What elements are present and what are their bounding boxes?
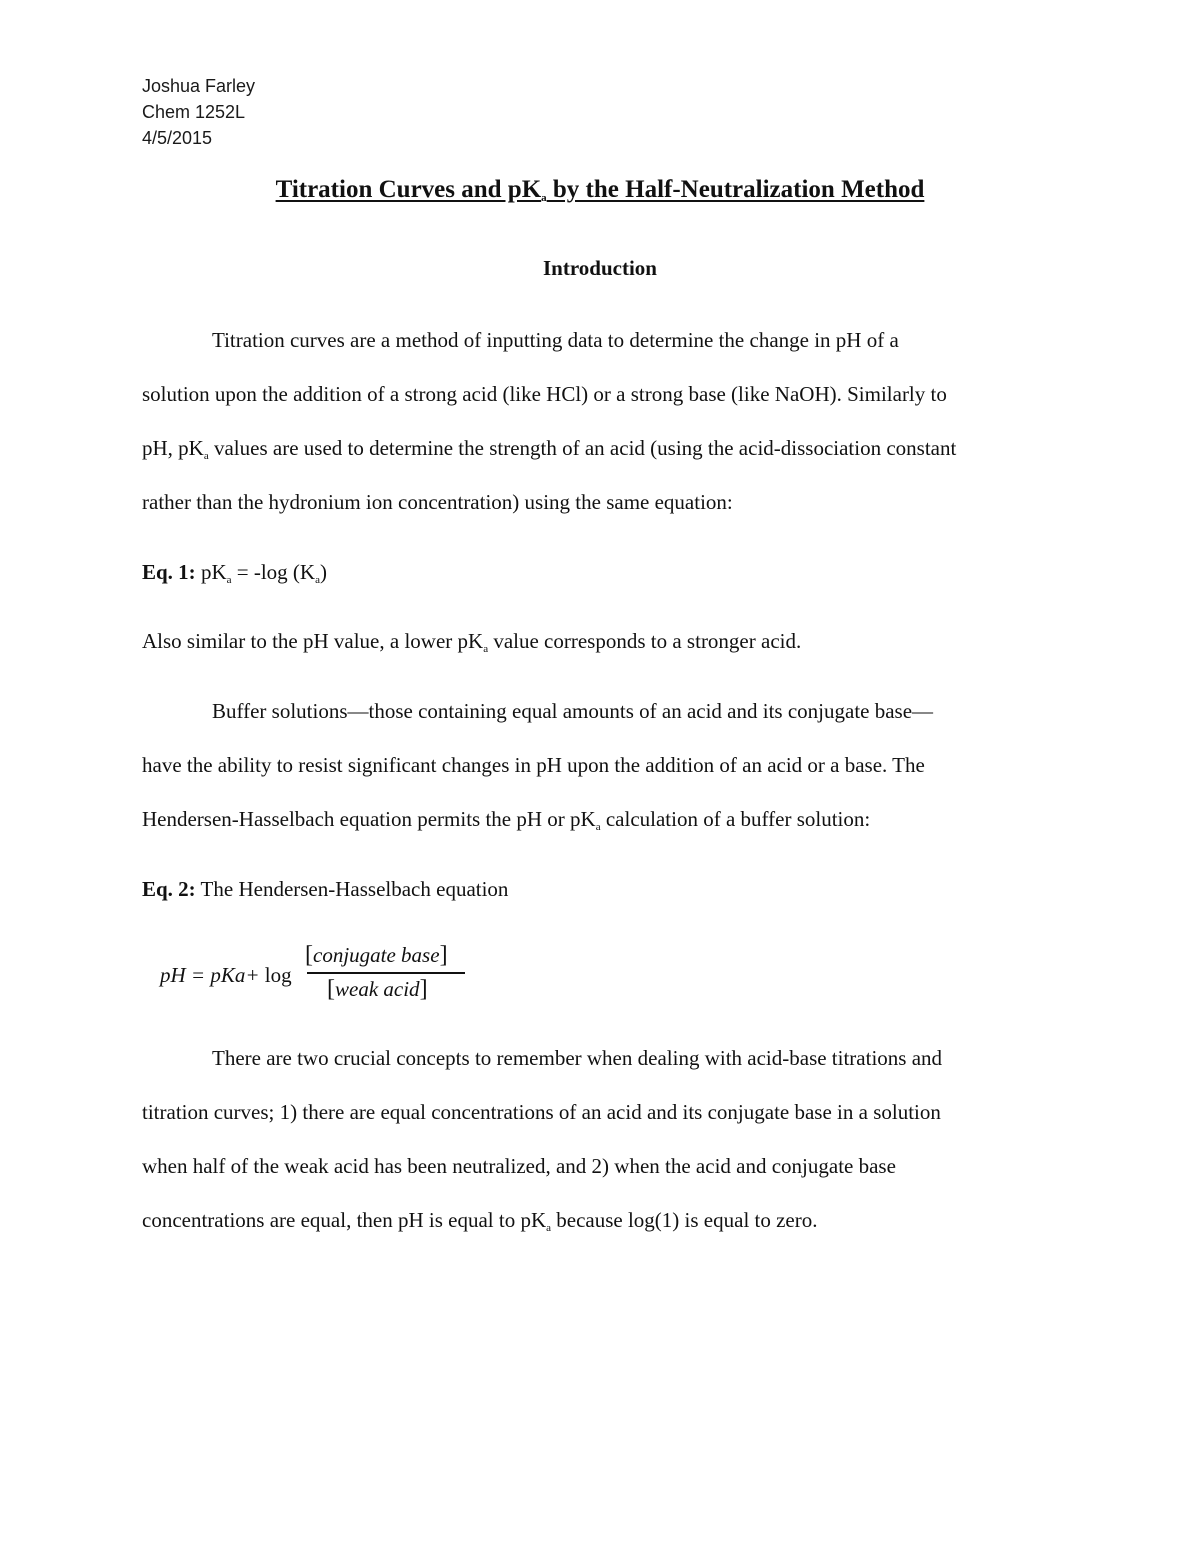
text-run: = -log (K [231, 560, 316, 584]
text-run: because log(1) is equal to zero. [551, 1208, 818, 1232]
bracket-close: ] [419, 976, 428, 1002]
para4-line2: titration curves; 1) there are equal concentrations of an acid and its conjugate base in a solution [142, 1100, 941, 1124]
title-subscript: a [541, 192, 547, 204]
para1-line3 [142, 436, 957, 462]
title-text-start: Titration Curves and pK [275, 176, 542, 203]
section-heading: Introduction [543, 256, 657, 280]
para1-line4: rather than the hydronium ion concentration) using the same equation: [142, 490, 733, 514]
para3-line2: have the ability to resist significant changes in pH upon the addition of an acid or a base. The [142, 753, 925, 777]
bracket-open: [ [305, 942, 313, 968]
title-text-end: by the Half-Neutralization Method [546, 176, 925, 203]
text-run: Also similar to the pH value, a lower pK [142, 629, 484, 653]
equation-1 [142, 560, 327, 586]
text-run: concentrations are equal, then pH is equal to pK [142, 1208, 547, 1232]
subscript: a [546, 1222, 552, 1234]
subscript: a [595, 821, 601, 833]
para3-line3 [142, 807, 871, 833]
para1-line1: Titration curves are a method of inputting data to determine the change in pH of a [212, 328, 899, 352]
numerator-text: conjugate base [313, 943, 440, 967]
text-run: The Hendersen-Hasselbach equation [195, 877, 509, 901]
bracket-open: [ [327, 976, 335, 1002]
formula-lhs [160, 963, 292, 988]
subscript: a [483, 643, 489, 655]
document-header [142, 73, 255, 151]
text-run: ) [319, 560, 327, 584]
formula-denominator [327, 976, 428, 1003]
equation-2 [142, 879, 508, 900]
fraction-bar [307, 972, 465, 974]
formula-text: pH = pKa+ [160, 963, 260, 987]
para4-line4 [142, 1208, 818, 1234]
text-run: value corresponds to a stronger acid. [488, 629, 802, 653]
formula-numerator [305, 942, 448, 969]
para2 [142, 629, 802, 655]
text-run: values are used to determine the strength of an acid (using the acid-dissociation constant [208, 436, 957, 460]
text-run: calculation of a buffer solution: [600, 807, 871, 831]
author-name: Joshua Farley [142, 76, 256, 96]
text-run: Hendersen-Hasselbach equation permits the pH or pK [142, 807, 596, 831]
subscript: a [226, 574, 232, 586]
equation-label: Eq. 2: [142, 877, 196, 901]
para4-line1: There are two crucial concepts to remember when dealing with acid-base titrations and [212, 1046, 943, 1070]
denominator-text: weak acid [335, 977, 420, 1001]
para4-line3: when half of the weak acid has been neutralized, and 2) when the acid and conjugate base [142, 1154, 896, 1178]
document-title [0, 176, 1200, 204]
text-run: pK [195, 560, 227, 584]
equation-label: Eq. 1: [142, 560, 196, 584]
para1-line2: solution upon the addition of a strong acid (like HCl) or a strong base (like NaOH). Similarly to [142, 382, 947, 406]
para3-line1: Buffer solutions—those containing equal amounts of an acid and its conjugate base— [212, 699, 934, 723]
formula-log: log [264, 963, 292, 987]
course-code: Chem 1252L [142, 102, 246, 122]
bracket-close: ] [439, 942, 448, 968]
document-date: 4/5/2015 [142, 128, 213, 148]
subscript: a [203, 450, 209, 462]
subscript: a [315, 574, 320, 586]
text-run: pH, pK [142, 436, 204, 460]
